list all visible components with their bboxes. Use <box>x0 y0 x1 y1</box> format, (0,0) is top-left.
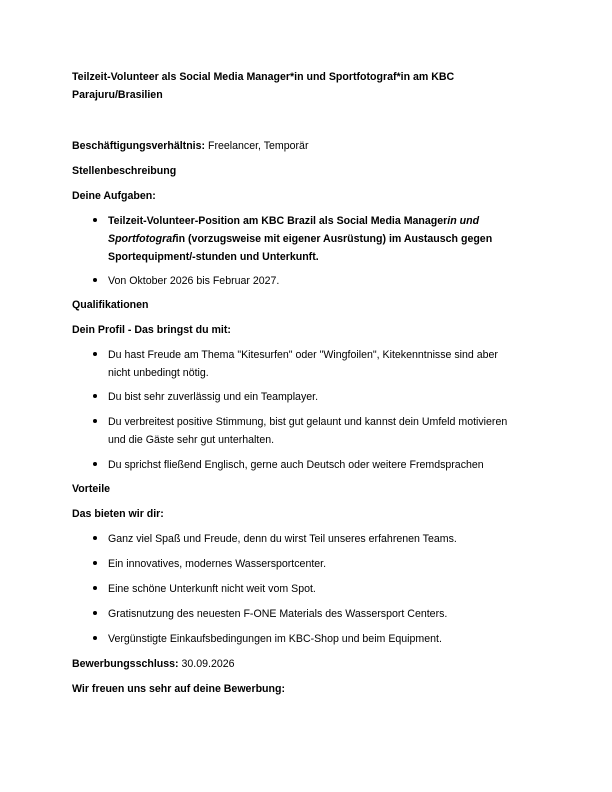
profile-item: Du sprichst fließend Englisch, gerne auch Deutsch oder weitere Fremdsprachen <box>108 459 484 471</box>
task-text: Teilzeit-Volunteer-Position am KBC Brazil als Social Media Manager <box>108 215 448 227</box>
deadline-value: 30.09.2026 <box>178 658 235 670</box>
employment-label: Beschäftigungsverhältnis: <box>72 140 206 152</box>
application-deadline <box>72 655 235 673</box>
benefits-heading: Vorteile <box>72 483 111 495</box>
task-item: Von Oktober 2026 bis Februar 2027. <box>108 275 280 287</box>
bullet-icon <box>92 413 98 419</box>
task-text-italic: in und <box>447 215 480 227</box>
deadline-label: Bewerbungsschluss: <box>72 658 179 670</box>
tasks-heading: Deine Aufgaben: <box>72 190 156 202</box>
offer-item: Ganz viel Spaß und Freude, denn du wirst Teil unseres erfahrenen Teams. <box>108 533 457 545</box>
description-heading: Stellenbeschreibung <box>72 165 177 177</box>
bullet-icon <box>92 630 98 636</box>
profile-heading: Dein Profil - Das bringst du mit: <box>72 324 231 336</box>
offer-item: Ein innovatives, modernes Wassersportcenter. <box>108 558 327 570</box>
bullet-icon <box>92 605 98 611</box>
profile-item-line2: nicht unbedingt nötig. <box>108 367 209 379</box>
profile-item-line1: Du verbreitest positive Stimmung, bist gut gelaunt und kannst dein Umfeld motivieren <box>108 416 508 428</box>
offer-item: Eine schöne Unterkunft nicht weit vom Spot. <box>108 583 316 595</box>
bullet-icon <box>92 555 98 561</box>
task-item-line3: Sportequipment/-stunden und Unterkunft. <box>108 251 319 263</box>
closing-line: Wir freuen uns sehr auf deine Bewerbung: <box>72 683 285 695</box>
qualifications-heading: Qualifikationen <box>72 299 149 311</box>
employment-value: Freelancer, Temporär <box>205 140 309 152</box>
bullet-icon <box>92 580 98 586</box>
profile-item-line2: und die Gäste sehr gut unterhalten. <box>108 434 275 446</box>
task-text-italic: Sportfotograf <box>108 233 176 245</box>
profile-item: Du bist sehr zuverlässig und ein Teamplayer. <box>108 391 319 403</box>
task-item-line2 <box>108 230 492 248</box>
bullet-icon <box>92 530 98 536</box>
offer-heading: Das bieten wir dir: <box>72 508 164 520</box>
bullet-icon <box>92 456 98 462</box>
task-item-line1 <box>108 212 479 230</box>
bullet-icon <box>92 212 98 218</box>
bullet-icon <box>92 388 98 394</box>
job-title-line1: Teilzeit-Volunteer als Social Media Manager*in und Sportfotograf*in am KBC <box>72 71 455 83</box>
offer-item: Gratisnutzung des neuesten F-ONE Materials des Wassersport Centers. <box>108 608 448 620</box>
bullet-icon <box>92 346 98 352</box>
job-title-line2: Parajuru/Brasilien <box>72 89 163 101</box>
bullet-icon <box>92 272 98 278</box>
profile-item-line1: Du hast Freude am Thema "Kitesurfen" oder "Wingfoilen", Kitekenntnisse sind aber <box>108 349 498 361</box>
task-text: in (vorzugsweise mit eigener Ausrüstung) im Austausch gegen <box>175 233 493 245</box>
employment-type <box>72 137 308 155</box>
offer-item: Vergünstigte Einkaufsbedingungen im KBC-Shop und beim Equipment. <box>108 633 442 645</box>
